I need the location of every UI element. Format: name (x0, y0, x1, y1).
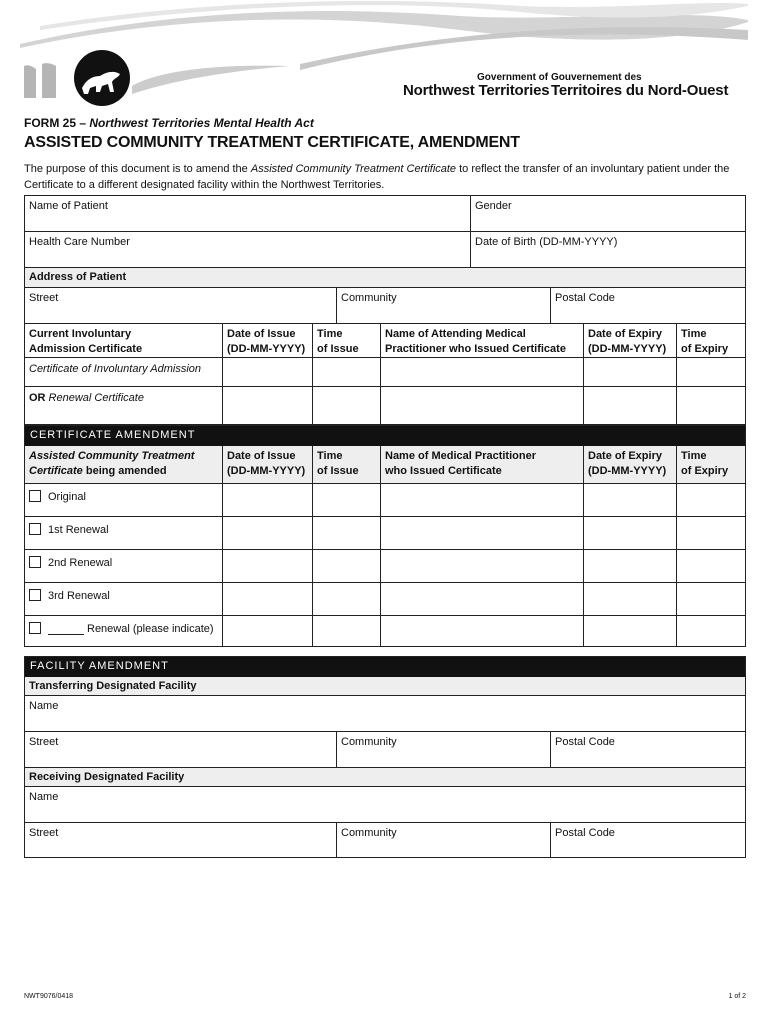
transferring-community-field[interactable]: Community (337, 732, 551, 768)
receiving-postal-field[interactable]: Postal Code (555, 827, 615, 839)
1st-expiry-time-input[interactable] (677, 517, 745, 550)
2nd-practitioner-input[interactable] (381, 550, 584, 583)
amend-expiry-date-header: Date of Expiry (DD-MM-YYYY) (584, 446, 677, 484)
receiving-street-field[interactable]: Street (25, 823, 337, 857)
admission-issue-date-input[interactable] (223, 358, 313, 387)
receiving-community-field[interactable]: Community (337, 823, 551, 857)
certificate-amendment-bar: CERTIFICATE AMENDMENT (25, 426, 745, 446)
option-1st-renewal[interactable]: 1st Renewal (25, 517, 223, 550)
3rd-issue-date-input[interactable] (223, 583, 313, 616)
amend-issue-date-header: Date of Issue (DD-MM-YYYY) (223, 446, 313, 484)
admission-col-header: Current Involuntary Admission Certificate (25, 324, 223, 358)
gov-fr-small: Gouvernement des (551, 72, 642, 83)
page-number: 1 of 2 (728, 993, 746, 1000)
date-of-birth-field[interactable]: Date of Birth (DD-MM-YYYY) (471, 232, 745, 268)
2nd-expiry-time-input[interactable] (677, 550, 745, 583)
amend-col-header: Assisted Community Treatment Certificate being amended (25, 446, 223, 484)
admission-issue-time-input[interactable] (313, 358, 381, 387)
renewal-row-label: OR Renewal Certificate (25, 387, 223, 425)
transferring-name-field[interactable]: Name (25, 696, 745, 732)
purpose-text: The purpose of this document is to amend the Assisted Community Treatment Certificate to reflect the transfer of an involuntary patient under the Certificate to a different designated facility within the Northwest Territories. (24, 163, 730, 191)
transferring-postal-field[interactable]: Postal Code (551, 732, 745, 768)
amend-practitioner-header: Name of Medical Practitioner who Issued Certificate (381, 446, 584, 484)
option-original[interactable]: Original (25, 484, 223, 517)
original-issue-date-input[interactable] (223, 484, 313, 517)
issue-date-header: Date of Issue (DD-MM-YYYY) (223, 324, 313, 358)
other-expiry-date-input[interactable] (584, 616, 677, 647)
renewal-issue-time-input[interactable] (313, 387, 381, 425)
2nd-issue-date-input[interactable] (223, 550, 313, 583)
expiry-date-header: Date of Expiry (DD-MM-YYYY) (584, 324, 677, 358)
nwt-logo-icon (74, 50, 130, 106)
other-issue-time-input[interactable] (313, 616, 381, 647)
form-number: FORM 25 – Northwest Territories Mental Health Act (24, 116, 314, 130)
admission-row-label: Certificate of Involuntary Admission (25, 358, 223, 387)
2nd-expiry-date-input[interactable] (584, 550, 677, 583)
original-checkbox[interactable] (29, 490, 41, 502)
patient-street-field[interactable]: Street (25, 288, 337, 324)
patient-postal-field[interactable]: Postal Code (551, 288, 745, 324)
admission-expiry-time-input[interactable] (677, 358, 745, 387)
patient-name-field[interactable]: Name of Patient (25, 196, 471, 232)
gov-en-name: Northwest Territories (403, 82, 550, 99)
1st-expiry-date-input[interactable] (584, 517, 677, 550)
patient-section (24, 195, 746, 425)
admission-expiry-date-input[interactable] (584, 358, 677, 387)
original-practitioner-input[interactable] (381, 484, 584, 517)
3rd-practitioner-input[interactable] (381, 583, 584, 616)
3rd-issue-time-input[interactable] (313, 583, 381, 616)
receiving-name-field[interactable]: Name (25, 787, 745, 823)
renewal-number-blank[interactable] (48, 634, 84, 635)
gender-field[interactable]: Gender (471, 196, 745, 232)
1st-practitioner-input[interactable] (381, 517, 584, 550)
option-3rd-renewal[interactable]: 3rd Renewal (25, 583, 223, 616)
amend-issue-time-header: Time of Issue (313, 446, 381, 484)
transferring-facility-header: Transferring Designated Facility (25, 677, 745, 696)
transferring-street-field[interactable]: Street (25, 732, 337, 768)
form-code: NWT9076/0418 (24, 993, 74, 1000)
facility-amendment-bar: FACILITY AMENDMENT (25, 657, 745, 677)
receiving-facility-header: Receiving Designated Facility (25, 768, 745, 787)
renewal-expiry-date-input[interactable] (584, 387, 677, 425)
3rd-expiry-time-input[interactable] (677, 583, 745, 616)
practitioner-header: Name of Attending Medical Practitioner who Issued Certificate (381, 324, 584, 358)
original-issue-time-input[interactable] (313, 484, 381, 517)
page-title: ASSISTED COMMUNITY TREATMENT CERTIFICATE, AMENDMENT (24, 134, 520, 151)
renewal-practitioner-input[interactable] (381, 387, 584, 425)
option-2nd-renewal[interactable]: 2nd Renewal (25, 550, 223, 583)
renewal-expiry-time-input[interactable] (677, 387, 745, 425)
expiry-time-header: Time of Expiry (677, 324, 745, 358)
original-expiry-date-input[interactable] (584, 484, 677, 517)
other-issue-date-input[interactable] (223, 616, 313, 647)
3rd-renewal-checkbox[interactable] (29, 589, 41, 601)
1st-issue-date-input[interactable] (223, 517, 313, 550)
other-renewal-checkbox[interactable] (29, 622, 41, 634)
2nd-issue-time-input[interactable] (313, 550, 381, 583)
renewal-issue-date-input[interactable] (223, 387, 313, 425)
1st-renewal-checkbox[interactable] (29, 523, 41, 535)
admission-practitioner-input[interactable] (381, 358, 584, 387)
other-practitioner-input[interactable] (381, 616, 584, 647)
3rd-expiry-date-input[interactable] (584, 583, 677, 616)
original-expiry-time-input[interactable] (677, 484, 745, 517)
issue-time-header: Time of Issue (313, 324, 381, 358)
certificate-amendment-section (24, 425, 746, 647)
gov-en-small: Government of (477, 72, 549, 83)
other-expiry-time-input[interactable] (677, 616, 745, 647)
address-header: Address of Patient (25, 268, 745, 288)
option-other-renewal[interactable]: Renewal (please indicate) (25, 616, 223, 647)
patient-community-field[interactable]: Community (337, 288, 551, 324)
health-care-number-field[interactable]: Health Care Number (25, 232, 471, 268)
facility-amendment-section (24, 656, 746, 858)
amend-expiry-time-header: Time of Expiry (677, 446, 745, 484)
1st-issue-time-input[interactable] (313, 517, 381, 550)
gov-fr-name: Territoires du Nord-Ouest (551, 82, 729, 99)
2nd-renewal-checkbox[interactable] (29, 556, 41, 568)
